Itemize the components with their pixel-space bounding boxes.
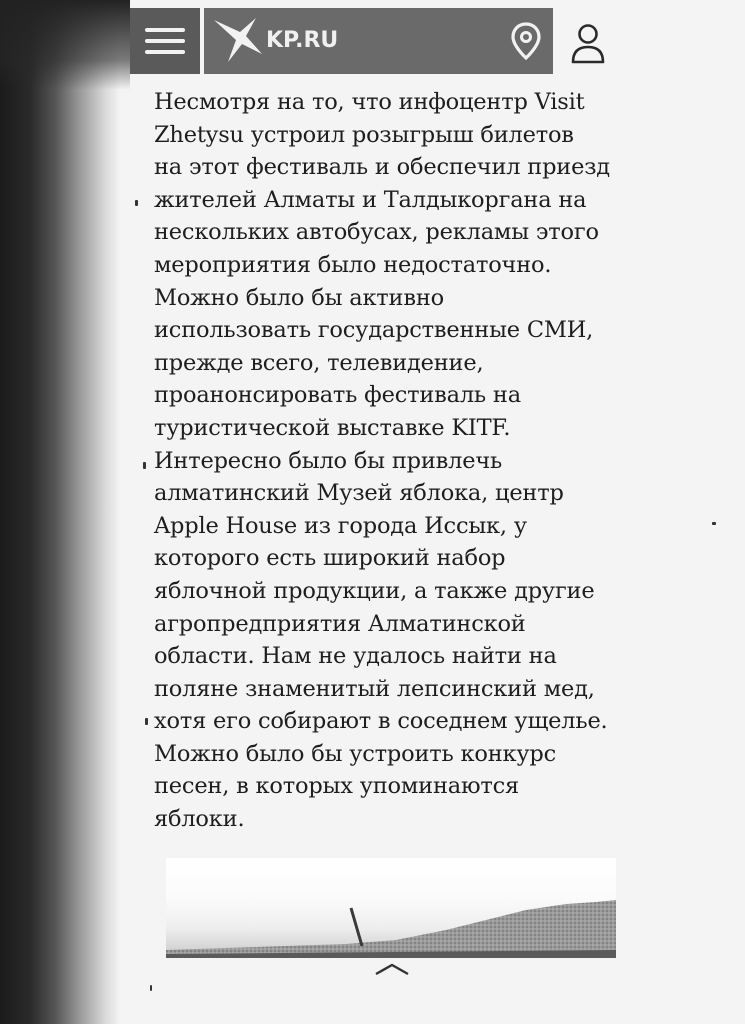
scan-speck <box>150 985 152 991</box>
site-logo[interactable] <box>212 14 338 66</box>
scan-speck <box>143 462 146 469</box>
landscape-image <box>166 858 616 958</box>
scan-speck <box>712 522 716 525</box>
swallow-bird-icon <box>212 14 264 66</box>
article-body <box>154 86 614 836</box>
logo-bar <box>204 8 553 74</box>
hamburger-menu-icon[interactable] <box>130 8 200 74</box>
scan-speck <box>135 200 138 206</box>
user-profile-icon[interactable] <box>570 22 606 66</box>
chevron-up-icon[interactable] <box>372 960 412 978</box>
scan-shadow-top <box>0 0 130 90</box>
scan-shadow <box>0 0 120 1024</box>
map-pin-icon[interactable] <box>511 22 541 60</box>
logo-text: KP.RU <box>266 27 339 53</box>
article-paragraph: Несмотря на то, что инфоцентр Visit Zhetysu устроил розыгрыш билетов на этот фестиваль и обеспечил приезд жителей Алматы и Талдыкоргана на нескольких автобусах, рекламы этого мероприятия было недостаточно. Можно было бы активно использовать государственные СМИ, прежде всего, телевидение, проанонсировать фестиваль на туристической выставке KITF. Интересно было бы привлечь алматинский Музей яблока, центр Apple House из города Иссык, у которого есть широкий набор яблочной продукции, а также другие агропредприятия Алматинской области. Нам не удалось найти на поляне знаменитый лепсинский мед, хотя его собирают в соседнем ущелье. Можно было бы устроить конкурс песен, в которых упоминаются яблоки. <box>154 89 610 833</box>
article-photo[interactable] <box>166 858 616 958</box>
site-header <box>130 8 610 74</box>
scan-speck <box>145 718 148 725</box>
